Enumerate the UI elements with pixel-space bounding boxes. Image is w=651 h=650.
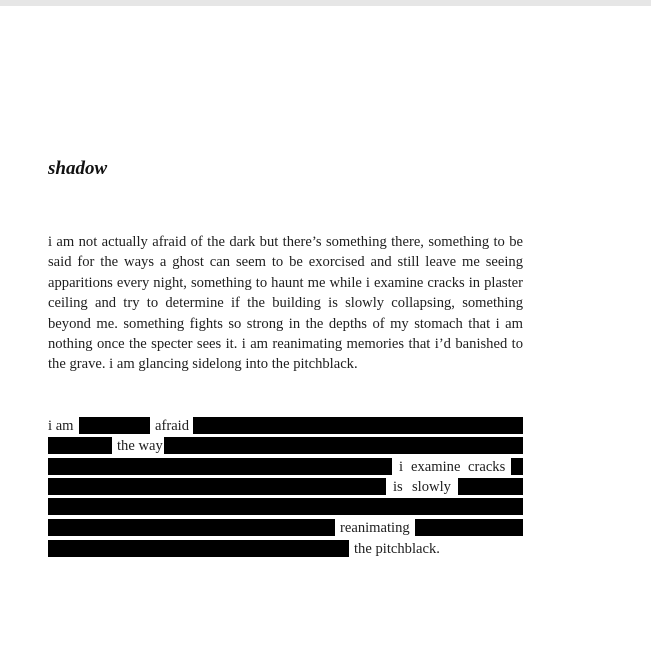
redaction-bar [48, 540, 349, 557]
erasure-word: the way [117, 438, 163, 454]
redaction-bar [511, 458, 523, 475]
redaction-bar [48, 458, 392, 475]
erasure-word: reanimating [340, 520, 410, 536]
redaction-bar [48, 478, 386, 495]
redaction-bar [164, 437, 523, 454]
redaction-bar [79, 417, 150, 434]
erasure-poem [48, 416, 523, 558]
erasure-word: the pitchblack. [354, 541, 440, 557]
poem-title: shadow [48, 158, 108, 179]
top-bar [0, 0, 651, 6]
erasure-word: i [399, 459, 404, 475]
redaction-bar [193, 417, 523, 434]
redaction-bar [415, 519, 523, 536]
redaction-bar [48, 437, 112, 454]
erasure-word: cracks [468, 459, 506, 475]
erasure-word: i am [48, 418, 74, 434]
redaction-bar [48, 498, 523, 515]
erasure-word: is [393, 479, 403, 495]
poem-body: i am not actually afraid of the dark but there’s something there, something to be said for the ways a ghost can seem to be exorcised and still leave me seeing apparitions every night, something to haunt me while i examine cracks in plaster ceiling and try to determine if the building is slowly collapsing, something beyond me. something fights so strong in the depths of my stomach that i am nothing once the specter sees it. i am reanimating memories that i’d banished to the grave. i am glancing sidelong into the pitchblack. [48, 234, 523, 373]
erasure-word: afraid [155, 418, 190, 434]
erasure-word: slowly [412, 479, 451, 495]
erasure-word: examine [411, 459, 461, 475]
redaction-bar [48, 519, 335, 536]
redaction-bar [458, 478, 523, 495]
